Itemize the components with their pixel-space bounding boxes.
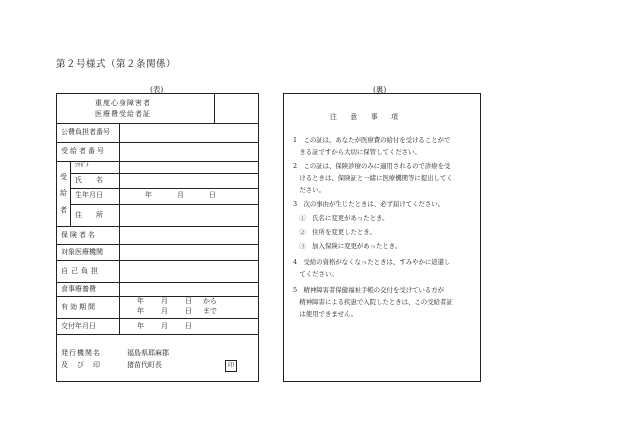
issue-month: 月 xyxy=(161,322,168,330)
recipient-side-label-3: 者 xyxy=(60,206,67,214)
valid-to-month: 月 xyxy=(161,307,168,315)
recipient-side-label-1: 受 xyxy=(60,173,67,181)
issue-year: 年 xyxy=(137,322,144,330)
notice-line-1: 1 この証は、あなたが医療費の給付を受けることがで xyxy=(293,136,451,144)
self-pay-label: 自己負担 xyxy=(61,267,101,275)
valid-to-day: 日 xyxy=(185,307,192,315)
target-institution-label: 対象医療機関 xyxy=(61,248,103,256)
certificate-front xyxy=(56,93,259,382)
back-side-label: (裏) xyxy=(373,85,387,94)
valid-from-month: 月 xyxy=(161,297,168,305)
notice-line-9: ③ 加入保険に変更があったとき。 xyxy=(293,242,402,250)
birth-day: 日 xyxy=(209,191,216,199)
notice-line-6: 3 次の事由が生じたときは、必ず届けてください。 xyxy=(293,200,445,208)
notice-line-12: 5 精神障害者保健福祉手帳の交付を受けている方が xyxy=(293,286,445,294)
issue-date-label: 交付年月日 xyxy=(61,322,96,330)
birth-month: 月 xyxy=(177,191,184,199)
valid-to-suffix: まで xyxy=(203,307,217,315)
notice-line-13: 精神障害による疾患で入院したときは、この受給者証 xyxy=(293,298,453,306)
certificate-back xyxy=(283,93,481,382)
document-title: 第２号様式（第２条関係） xyxy=(56,59,177,70)
seal-mark: 印 xyxy=(225,360,237,372)
notice-line-14: は使用できません。 xyxy=(293,310,358,318)
name-label: 氏 名 xyxy=(75,176,103,184)
notice-line-4: けるときは、保険証と一緒に医療機関等に提出してく xyxy=(293,174,453,182)
notice-line-2: きる証ですから大切に保管してください。 xyxy=(293,148,421,156)
notice-line-10: 4 受給の資格がなくなったときは、すみやかに返還し xyxy=(293,258,451,266)
notice-line-8: ② 住所を変更したとき。 xyxy=(293,228,376,236)
issue-day: 日 xyxy=(185,322,192,330)
issuer-line2: 猪苗代町長 xyxy=(127,361,162,369)
recipient-number-label: 受給者番号 xyxy=(61,147,106,155)
issuer-line1: 福島県耶麻郡 xyxy=(127,349,169,357)
recipient-side-label-2: 給 xyxy=(60,189,67,197)
notice-line-3: 2 この証は、保険診療のみに適用されるので診療を受 xyxy=(293,162,451,170)
address-label: 住 所 xyxy=(75,211,103,219)
valid-from-day: 日 xyxy=(185,297,192,305)
issuer-label-line1: 発行機関名 xyxy=(61,349,101,357)
notice-heading: 注 意 事 項 xyxy=(330,113,398,121)
notice-line-7: ① 氏名に変更があったとき。 xyxy=(293,214,389,222)
birth-date-label: 生年月日 xyxy=(75,191,103,199)
valid-period-label: 有効期間 xyxy=(61,303,97,311)
meal-cost-label: 食事療養費 xyxy=(61,285,96,293)
payer-number-label: 公費負担者番号 xyxy=(61,128,110,136)
front-side-label: (表) xyxy=(150,85,164,94)
valid-from-year: 年 xyxy=(137,297,144,305)
valid-to-year: 年 xyxy=(137,307,144,315)
valid-from-suffix: から xyxy=(203,297,217,305)
notice-line-11: てください。 xyxy=(293,270,338,278)
card-title-line1: 重度心身障害者 xyxy=(95,99,151,107)
insurer-name-label: 保険者名 xyxy=(61,231,97,239)
furigana-label: ﾌﾘｶﾞﾅ xyxy=(75,163,89,169)
card-title-line2: 医療費受給者証 xyxy=(95,110,151,118)
issuer-label-line2: 及 び 印 xyxy=(61,361,101,369)
birth-year: 年 xyxy=(145,191,152,199)
notice-line-5: ださい。 xyxy=(293,186,325,194)
